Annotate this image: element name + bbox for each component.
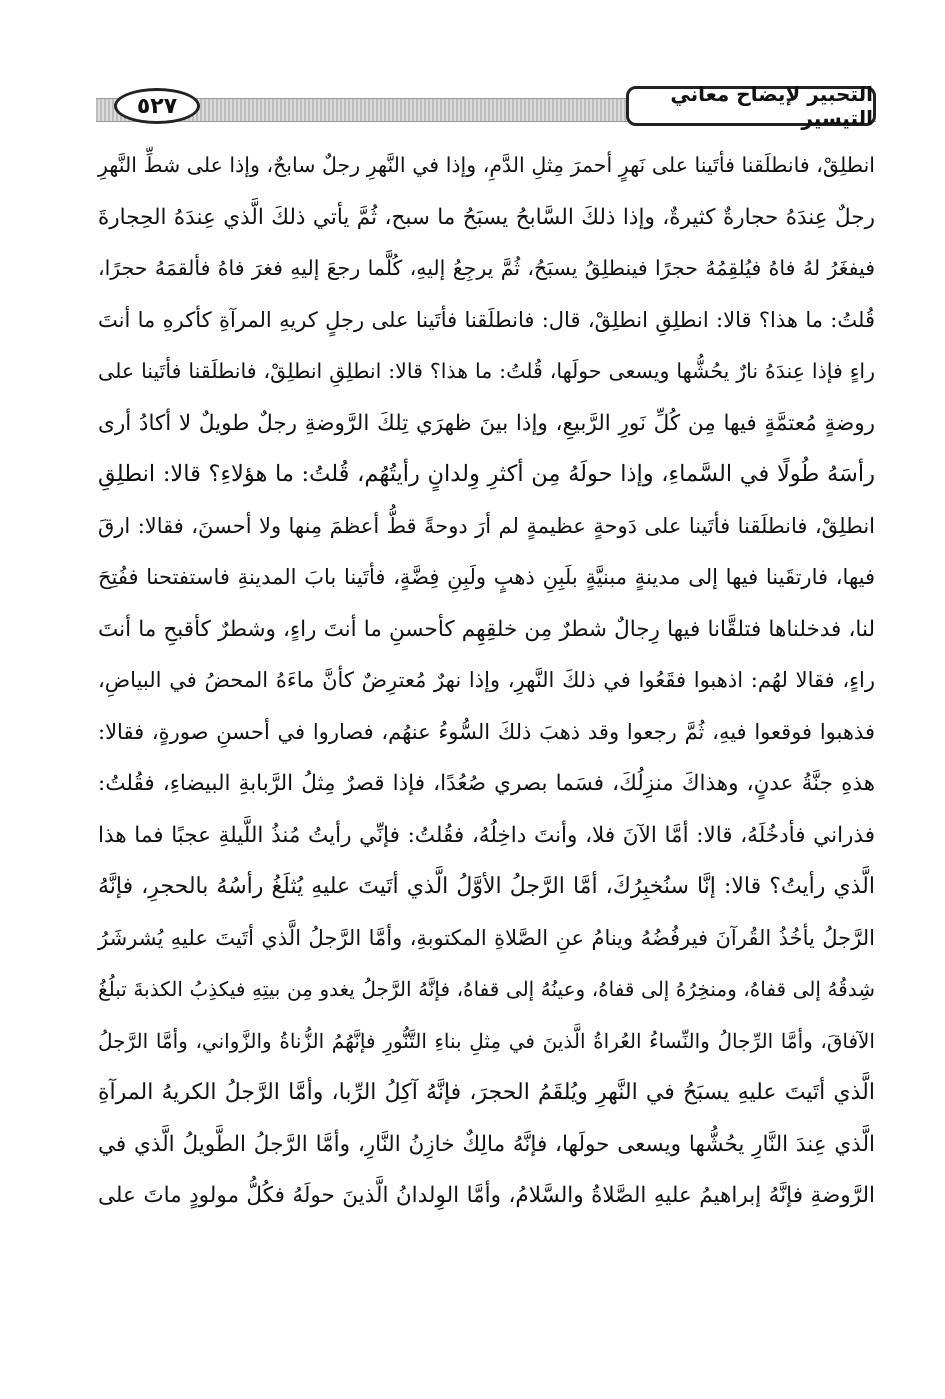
text-line: رجلٌ عِندَهُ حجارةٌ كثيرةٌ، وإذا ذلكَ السَّابحُ يسبَحُ ما سبح، ثُمَّ يأتي ذلكَ الَّذي عِندَهُ الحِجارةَ (98, 204, 875, 230)
text-line: روضةٍ مُعتمَّةٍ فيها مِن كُلِّ نَورِ الرَّبيعِ، وإذا بينَ ظهرَي تِلكَ الرَّوضةِ رجلٌ طويلٌ لا أكادُ أرى (98, 410, 875, 436)
text-line: الآفاقَ، وأمَّا الرِّجالُ والنِّساءُ العُراةُ الَّذينَ في مِثلِ بناءِ التَّنُّورِ فإنَّهُمُ الزُّناةُ والزَّواني، وأمَّا الرَّجلُ (98, 1028, 875, 1053)
text-line: الَّذي عِندَ النَّارِ يحُشُّها ويسعى حولَها، فإنَّهُ مالِكٌ خازِنُ النَّارِ، وأمَّا الرَّجلُ الطَّويلُ الَّذي في (98, 1131, 875, 1157)
text-line: انطلِقْ، فانطلَقنا فأتَينا على نَهرٍ أحمرَ مِثلِ الدَّمِ، وإذا في النَّهرِ رجلٌ سابحٌ، وإذا على شطِّ النَّهرِ (98, 153, 875, 177)
text-line: الَّذي أتَيتَ عليهِ يسبَحُ في النَّهرِ ويُلقَمُ الحجرَ، فإنَّهُ آكِلُ الرِّبا، وأمَّا الرَّجلُ الكريهُ المرآةِ (98, 1080, 875, 1105)
text-line: فذهبوا فوقعوا فيهِ، ثُمَّ رجعوا وقد ذهبَ ذلكَ السُّوءُ عنهُم، فصاروا في أحسنِ صورةٍ، فقالا: (98, 719, 875, 744)
text-line: راءٍ فإذا عِندَهُ نارٌ يحُشُّها ويسعى حولَها، قُلتُ: ما هذا؟ قالا: انطلِقِ انطلِقْ، فانطلَقنا فأتَينا على (98, 359, 875, 383)
text-line: رأسَهُ طُولًا في السَّماءِ، وإذا حولَهُ مِن أكثرِ وِلدانٍ رأيتُهُم، قُلتُ: ما هؤلاءِ؟ قالا: انطلِقِ (98, 461, 875, 487)
text-line: راءٍ، فقالا لهُم: اذهبوا فقَعُوا في ذلكَ النَّهرِ، وإذا نهرٌ مُعترِضٌ كأنَّ ماءَهُ المحضُ في البياضِ، (98, 668, 875, 692)
text-line: فيفغَرُ لهُ فاهُ فيُلقِمُهُ حجرًا فينطلِقُ يسبَحُ، ثُمَّ يرجِعُ إليهِ، كُلَّما رجعَ إليهِ فغرَ فاهُ فألقمَهُ حجرًا، (98, 256, 875, 280)
text-line: شِدقُهُ إلى قفاهُ، ومنخِرُهُ إلى قفاهُ، وعينُهُ إلى قفاهُ، فإنَّهُ الرَّجلُ يغدو مِن بيتِهِ فيكذِبُ الكذبةَ تبلُغُ (98, 977, 875, 1001)
text-line: الَّذي رأيتُ؟ قالا: إنَّا سنُخبِرُكَ، أمَّا الرَّجلُ الأوَّلُ الَّذي أتَيتَ عليهِ يُثلَغُ رأسُهُ بالحجرِ، فإنَّهُ (98, 874, 875, 899)
body-text (98, 140, 875, 1222)
text-line: قُلتُ: ما هذا؟ قالا: انطلِقِ انطلِقْ، قال: فانطلَقنا فأتَينا على رجلٍ كريهِ المرآةِ كأكرهِ ما أنتَ (98, 307, 875, 332)
page-number: ٥٢٧ (114, 88, 200, 124)
page-header (96, 82, 876, 132)
text-line: فيها، فارتقَينا فيها إلى مدينةٍ مبنيَّةٍ بلَبِنِ ذهبٍ ولَبِنِ فِضَّةٍ، فأتَينا بابَ المدينةِ فاستفتحنا ففُتِحَ (98, 565, 875, 589)
book-title: التحبير لإيضاح معاني التيسير (626, 86, 876, 126)
text-line: فذراني فأدخُلَهُ، قالا: أمَّا الآنَ فلا، وأنتَ داخِلُهُ، فقُلتُ: فإنِّي رأيتُ مُنذُ اللَّيلةِ عجبًا فما هذا (98, 822, 875, 848)
text-line: لنا، فدخلناها فتلقَّانا فيها رِجالٌ شطرٌ مِن خلقِهِم كأحسنِ ما أنتَ راءٍ، وشطرٌ كأقبحِ ما أنتَ (98, 616, 875, 642)
text-line: هذهِ جنَّةُ عدنٍ، وهذاكَ منزِلُكَ، فسَما بصري صُعُدًا، فإذا قصرٌ مِثلُ الرَّبابةِ البيضاءِ، فقُلتُ: (98, 771, 875, 796)
text-line: الرَّوضةِ فإنَّهُ إبراهيمُ عليهِ الصَّلاةُ والسَّلامُ، وأمَّا الوِلدانُ الَّذينَ حولَهُ فكُلُّ مولودٍ ماتَ على (98, 1183, 875, 1208)
text-line: انطلِقْ، فانطلَقنا فأتَينا على دَوحةٍ عظيمةٍ لم أرَ دوحةً قطُّ أعظمَ مِنها ولا أحسنَ، فقالا: ارقَ (98, 513, 875, 538)
text-line: الرَّجلُ يأخُذُ القُرآنَ فيرفُضُهُ وينامُ عنِ الصَّلاةِ المكتوبةِ، وأمَّا الرَّجلُ الَّذي أتَيتَ عليهِ يُشرشَرُ (98, 925, 875, 950)
